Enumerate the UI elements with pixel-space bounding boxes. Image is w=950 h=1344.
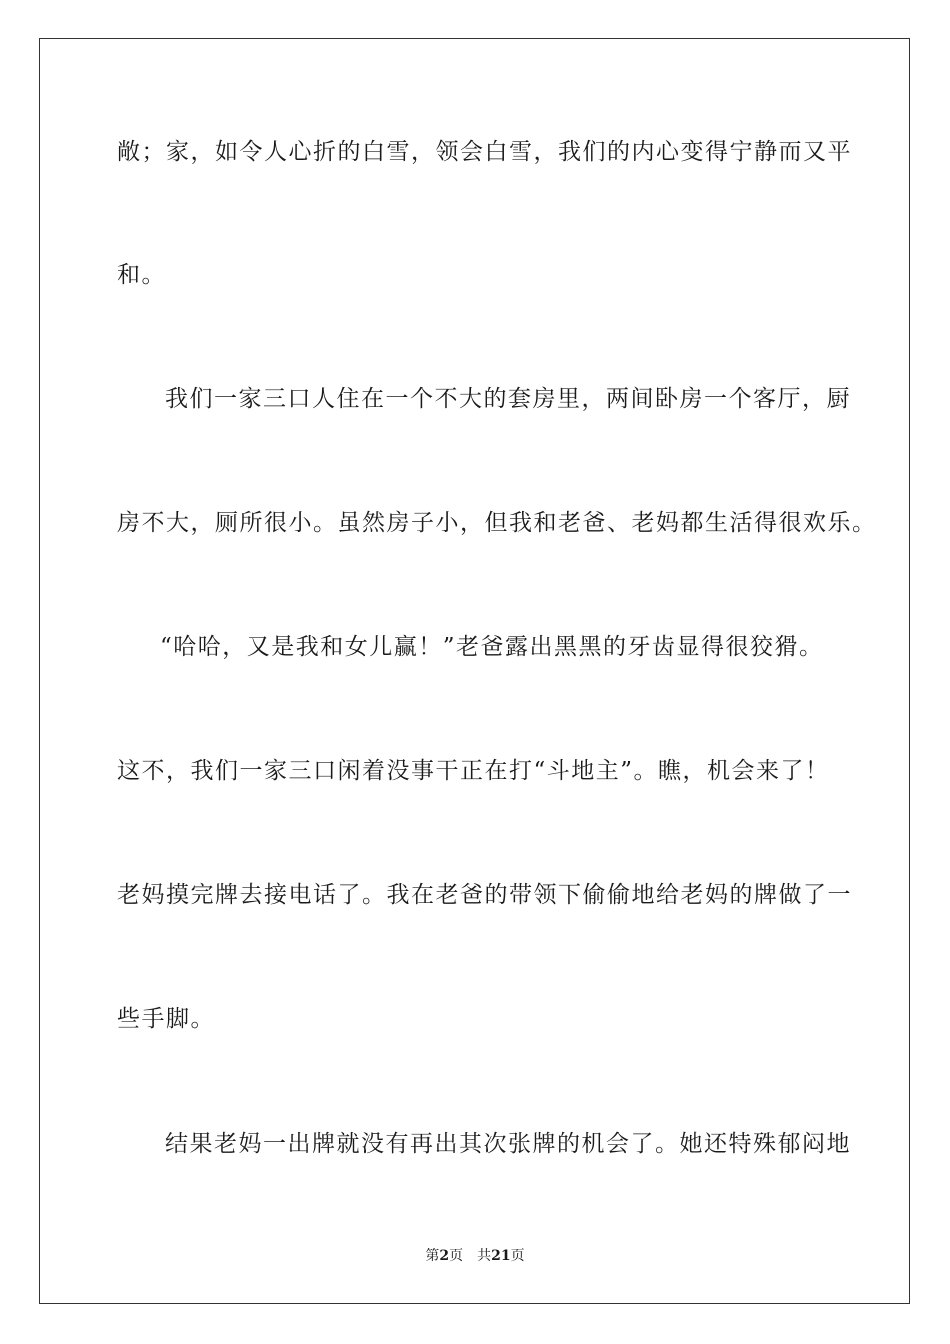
text-line-3: 我们一家三口人住在一个不大的套房里，两间卧房一个客厅，厨 <box>165 386 851 412</box>
text-line-8: 些手脚。 <box>117 1006 215 1032</box>
page-suffix: 页 <box>449 1248 464 1264</box>
page-footer <box>0 1246 950 1266</box>
text-line-5: “哈哈，又是我和女儿赢！”老爸露出黑黑的牙齿显得很狡猾。 <box>160 634 824 660</box>
text-line-6: 这不，我们一家三口闲着没事干正在打“斗地主”。瞧，机会来了！ <box>117 758 830 784</box>
text-line-2: 和。 <box>117 262 166 288</box>
text-line-1: 敞；家，如令人心折的白雪，领会白雪，我们的内心变得宁静而又平 <box>117 139 852 165</box>
page-prefix: 第 <box>425 1248 440 1264</box>
text-line-4: 房不大，厕所很小。虽然房子小，但我和老爸、老妈都生活得很欢乐。 <box>117 510 877 536</box>
total-suffix: 页 <box>510 1248 525 1264</box>
page-number: 2 <box>439 1248 450 1264</box>
total-prefix: 共 <box>477 1248 492 1264</box>
total-pages: 21 <box>491 1248 511 1264</box>
text-line-7: 老妈摸完牌去接电话了。我在老爸的带领下偷偷地给老妈的牌做了一 <box>117 882 852 908</box>
text-line-9: 结果老妈一出牌就没有再出其次张牌的机会了。她还特殊郁闷地 <box>165 1131 851 1157</box>
page-border <box>39 38 910 1304</box>
